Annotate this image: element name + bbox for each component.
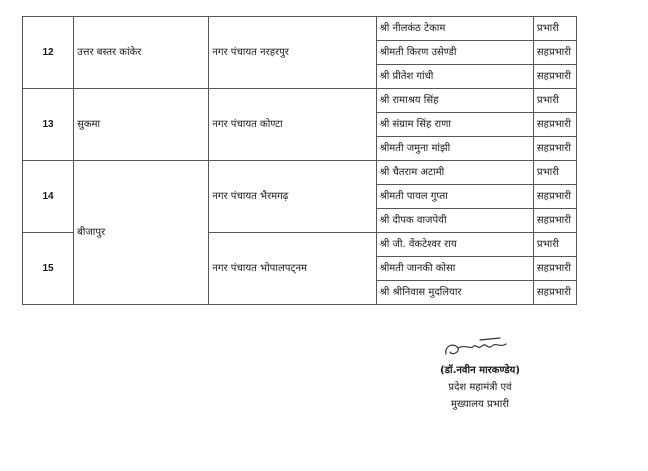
serial-number: 15 (23, 233, 74, 305)
signatory-designation-line-1: प्रदेश महामंत्री एवं (448, 382, 512, 393)
person-role: प्रभारी (533, 89, 576, 113)
person-name: श्रीमती जमुना मांझी (376, 137, 533, 161)
person-name: श्रीमती पायल गुप्ता (376, 185, 533, 209)
signatory-designation-line-2: मुख्यालय प्रभारी (451, 399, 509, 410)
table-row (23, 161, 577, 185)
person-name: श्री जी. वेंकटेश्वर राय (376, 233, 533, 257)
person-role: सहप्रभारी (533, 185, 576, 209)
district-cell: सुकमा (74, 89, 209, 161)
person-name: श्रीमती जानकी कोसा (376, 257, 533, 281)
person-role: प्रभारी (533, 233, 576, 257)
person-name: श्री संग्राम सिंह राणा (376, 113, 533, 137)
person-name: श्री नीलकंठ टेकाम (376, 17, 533, 41)
person-name: श्रीमती किरण उसेण्डी (376, 41, 533, 65)
assignment-table (22, 16, 577, 305)
town-cell: नगर पंचायत भोपालपट्नम (209, 233, 376, 305)
person-role: प्रभारी (533, 161, 576, 185)
person-name: श्री श्रीनिवास मुदलियार (376, 281, 533, 305)
table-row (23, 89, 577, 113)
person-role: सहप्रभारी (533, 137, 576, 161)
person-name: श्री चैतराम अटामी (376, 161, 533, 185)
person-role: सहप्रभारी (533, 257, 576, 281)
person-name: श्री दीपक वाजपेयी (376, 209, 533, 233)
town-cell: नगर पंचायत भैरमगढ़ (209, 161, 376, 233)
person-role: प्रभारी (533, 17, 576, 41)
signatory-name: (डॉ.नवीन मारकण्डेय) (440, 365, 520, 376)
table-row (23, 17, 577, 41)
town-cell: नगर पंचायत नरहरपुर (209, 17, 376, 89)
person-role: सहप्रभारी (533, 41, 576, 65)
serial-number: 14 (23, 161, 74, 233)
person-role: सहप्रभारी (533, 209, 576, 233)
person-role: सहप्रभारी (533, 281, 576, 305)
serial-number: 12 (23, 17, 74, 89)
district-cell: उत्तर बस्तर कांकेर (74, 17, 209, 89)
handwritten-signature (440, 336, 520, 360)
town-cell: नगर पंचायत कोण्टा (209, 89, 376, 161)
person-name: श्री प्रीतेश गांधी (376, 65, 533, 89)
person-role: सहप्रभारी (533, 65, 576, 89)
district-cell: बीजापुर (74, 161, 209, 305)
serial-number: 13 (23, 89, 74, 161)
signature-block (405, 336, 555, 413)
person-role: सहप्रभारी (533, 113, 576, 137)
person-name: श्री रामाश्रय सिंह (376, 89, 533, 113)
